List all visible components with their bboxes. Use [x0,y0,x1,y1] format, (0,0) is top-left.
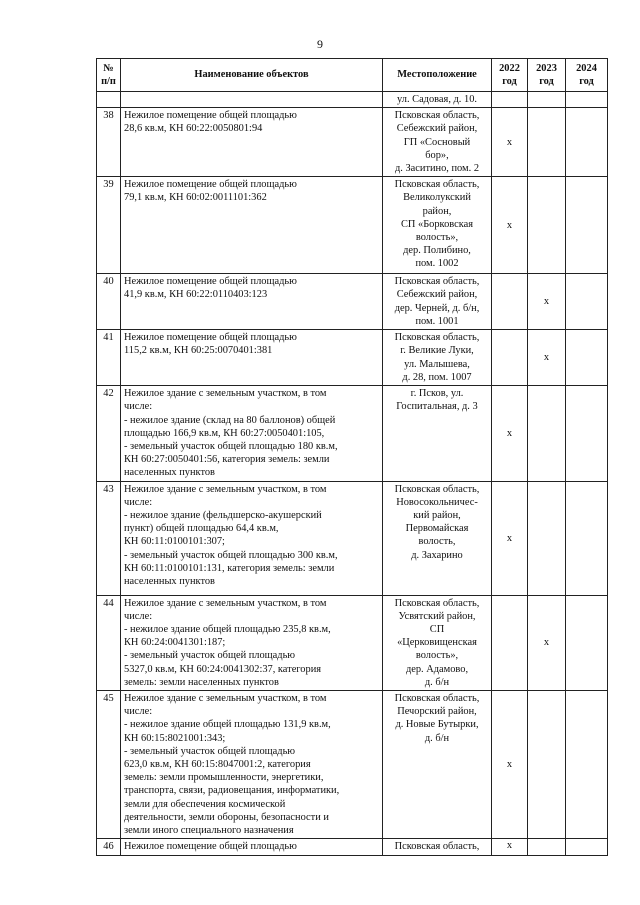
mark-2022: х [492,481,528,595]
mark-2022: х [492,177,528,274]
header-2022: 2022 год [492,59,528,92]
object-name: Нежилое помещение общей площадью 28,6 кв.м, КН 60:22:0050801:94 [121,108,383,177]
row-number: 44 [97,595,121,690]
object-location: Псковская область, Великолукский район, СП «Борковская волость», дер. Полибино, пом. 1002 [383,177,492,274]
table-row [97,330,608,386]
table-row [97,595,608,690]
object-location: Псковская область, Новосокольничес- кий район, Первомайская волость, д. Захарино [383,481,492,595]
mark-2023 [528,481,566,595]
mark-2024 [566,691,608,839]
mark-2023 [528,386,566,481]
mark-2024 [566,330,608,386]
table-row [97,177,608,274]
object-name: Нежилое здание с земельным участком, в том числе: - нежилое здание общей площадью 235,8 кв.м, КН 60:24:0041301:187; - земельный участок общей площадью 5327,0 кв.м, КН 60:24:0041302:37, категория земель: земли населенных пунктов [121,595,383,690]
mark-2022: х [492,108,528,177]
header-num: № п/п [97,59,121,92]
table-row [97,386,608,481]
table-row [97,274,608,330]
object-location: Псковская область, г. Великие Луки, ул. Малышева, д. 28, пом. 1007 [383,330,492,386]
mark-2024 [566,481,608,595]
row-number: 40 [97,274,121,330]
mark-2022: х [492,691,528,839]
header-2023: 2023 год [528,59,566,92]
header-name: Наименование объектов [121,59,383,92]
row-number: 43 [97,481,121,595]
object-location: Псковская область, Себежский район, дер. Черней, д. б/н, пом. 1001 [383,274,492,330]
object-location: г. Псков, ул. Госпитальная, д. 3 [383,386,492,481]
header-location: Местоположение [383,59,492,92]
mark-2023 [528,177,566,274]
table-row [97,92,608,108]
row-number: 42 [97,386,121,481]
mark-2022 [492,274,528,330]
object-name [121,92,383,108]
row-number: 41 [97,330,121,386]
mark-2022: х [492,386,528,481]
mark-2022 [492,330,528,386]
mark-2024 [566,92,608,108]
object-location: Псковская область, Себежский район, ГП «Сосновый бор», д. Заситино, пом. 2 [383,108,492,177]
mark-2024 [566,177,608,274]
mark-2023: х [528,274,566,330]
header-2024: 2024 год [566,59,608,92]
mark-2024 [566,386,608,481]
mark-2023 [528,108,566,177]
table-row [97,691,608,839]
mark-2024 [566,595,608,690]
mark-2023 [528,839,566,855]
mark-2024 [566,839,608,855]
object-name: Нежилое помещение общей площадью 115,2 кв.м, КН 60:25:0070401:381 [121,330,383,386]
object-name: Нежилое помещение общей площадью 79,1 кв.м, КН 60:02:0011101:362 [121,177,383,274]
mark-2024 [566,274,608,330]
row-number: 46 [97,839,121,855]
mark-2022 [492,92,528,108]
object-location: Псковская область, Усвятский район, СП «Церковищенская волость», дер. Адамово, д. б/н [383,595,492,690]
object-location: Псковская область, Печорский район, д. Новые Бутырки, д. б/н [383,691,492,839]
table-header-row [97,59,608,92]
row-number [97,92,121,108]
objects-table [96,58,608,856]
mark-2023 [528,691,566,839]
object-name: Нежилое помещение общей площадью [121,839,383,855]
mark-2023: х [528,330,566,386]
row-number: 39 [97,177,121,274]
object-name: Нежилое здание с земельным участком, в том числе: - нежилое здание (фельдшерско-акушерский пункт) общей площадью 64,4 кв.м, КН 60:11:0100101:307; - земельный участок общей площадью 300 кв.м, КН 60:11:0100101:131, категория земель: земли населенных пунктов [121,481,383,595]
mark-2023 [528,92,566,108]
table-row [97,108,608,177]
mark-2022: х [492,839,528,855]
mark-2024 [566,108,608,177]
object-name: Нежилое здание с земельным участком, в том числе: - нежилое здание общей площадью 131,9 кв.м, КН 60:15:8021001:343; - земельный участок общей площадью 623,0 кв.м, КН 60:15:8047001:2, категория земель: земли промышленности, энергетики, транспорта, связи, радиовещания, информатики, земли для обеспечения космической деятельности, земли обороны, безопасности и земли иного специального назначения [121,691,383,839]
mark-2022 [492,595,528,690]
table-row [97,839,608,855]
object-location: ул. Садовая, д. 10. [383,92,492,108]
mark-2023: х [528,595,566,690]
page-number: 9 [317,37,323,51]
object-name: Нежилое здание с земельным участком, в том числе: - нежилое здание (склад на 80 баллонов) общей площадью 166,9 кв.м, КН 60:27:0050401:105, - земельный участок общей площадью 180 кв.м, КН 60:27:0050401:56, категория земель: земли населенных пунктов [121,386,383,481]
object-name: Нежилое помещение общей площадью 41,9 кв.м, КН 60:22:0110403:123 [121,274,383,330]
row-number: 38 [97,108,121,177]
table-row [97,481,608,595]
row-number: 45 [97,691,121,839]
object-location: Псковская область, [383,839,492,855]
